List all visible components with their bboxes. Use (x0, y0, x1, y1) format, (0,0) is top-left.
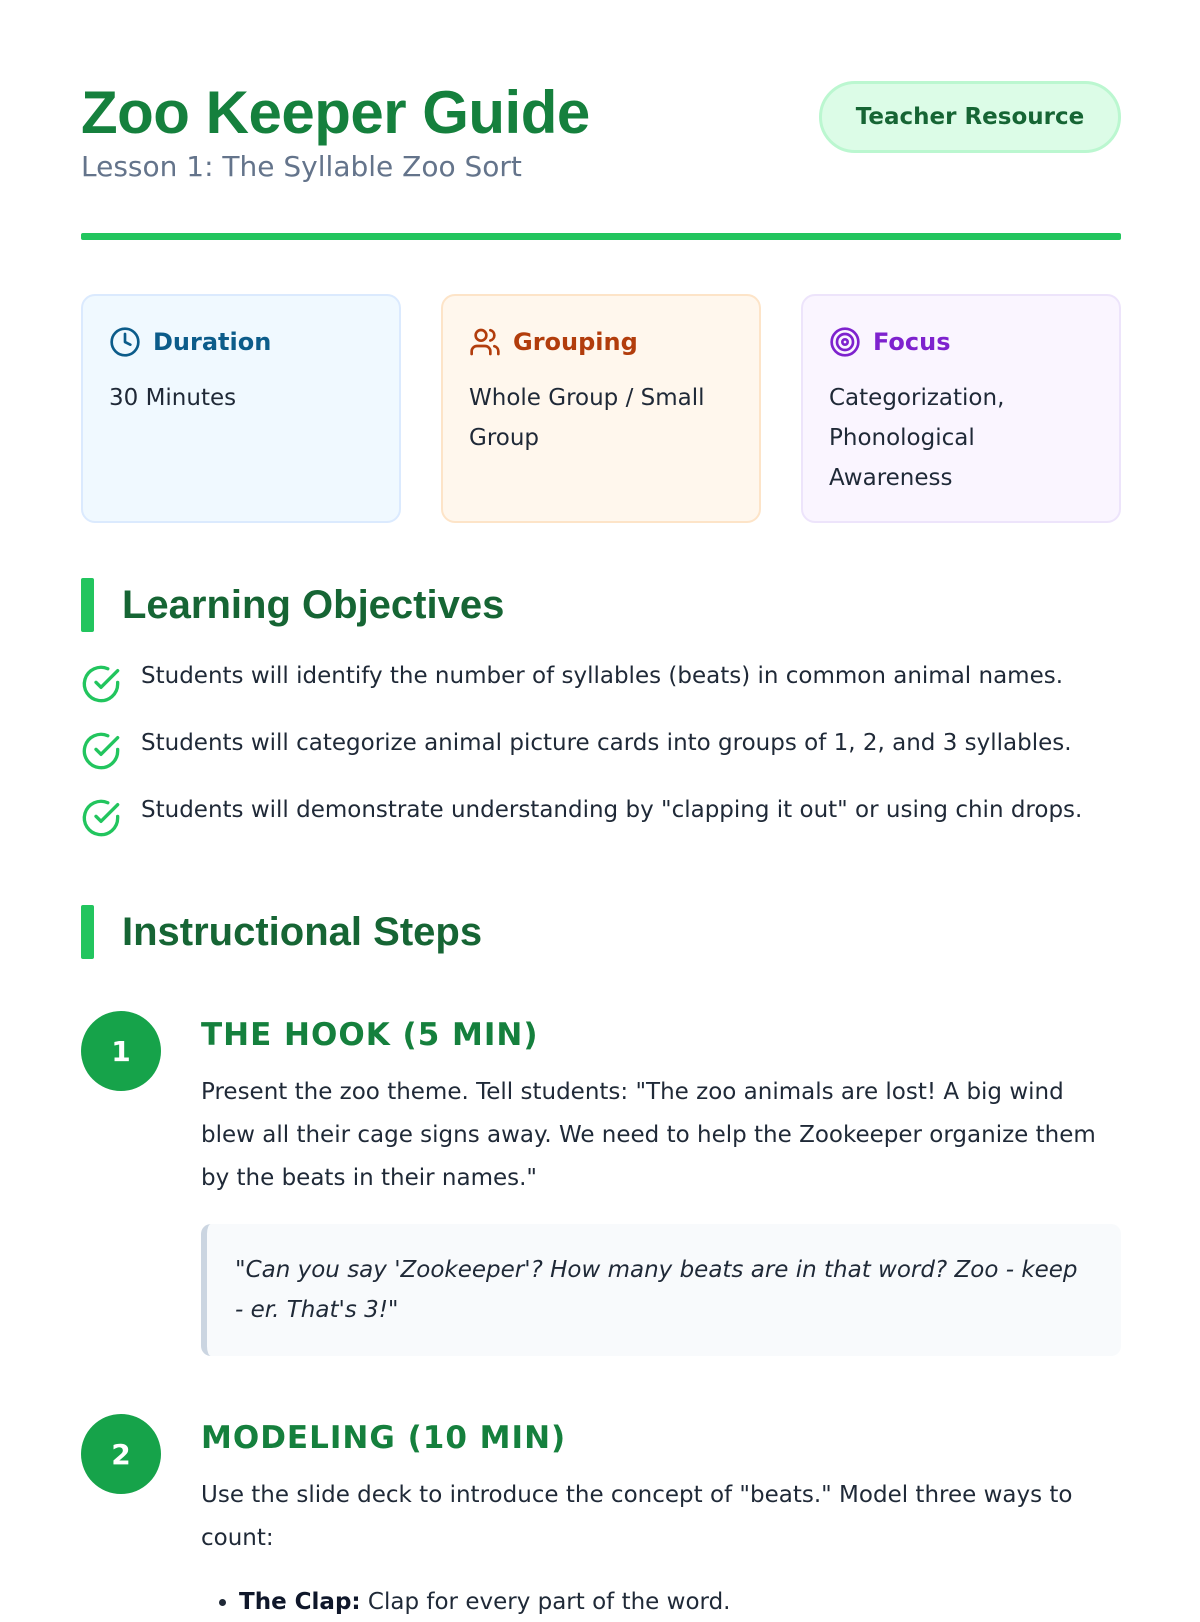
target-icon (829, 326, 861, 358)
duration-value: 30 Minutes (109, 385, 237, 411)
grouping-label: Grouping (513, 328, 638, 356)
check-circle-icon (81, 664, 121, 704)
instructional-steps-heading (81, 905, 482, 959)
objectives-list (81, 656, 1121, 857)
objective-item (81, 723, 1121, 790)
focus-label: Focus (873, 328, 951, 356)
step-number-badge: 2 (81, 1414, 161, 1494)
teacher-quote: "Can you say 'Zookeeper'? How many beats are in that word? Zoo - keep - er. That's 3!" (201, 1224, 1121, 1356)
objective-text: Students will demonstrate understanding by "clapping it out" or using chin drops. (141, 797, 1083, 823)
step-title: MODELING (10 MIN) (201, 1420, 567, 1456)
counting-methods-list (201, 1582, 1121, 1622)
step-number-badge: 1 (81, 1011, 161, 1091)
section-title: Learning Objectives (122, 582, 505, 627)
clock-icon (109, 326, 141, 358)
grouping-value: Whole Group / Small Group (469, 385, 705, 451)
learning-objectives-heading (81, 578, 504, 632)
objective-text: Students will categorize animal picture cards into groups of 1, 2, and 3 syllables. (141, 730, 1072, 756)
section-accent-bar (81, 578, 94, 632)
step-title: THE HOOK (5 MIN) (201, 1017, 539, 1053)
section-accent-bar (81, 905, 94, 959)
objective-item (81, 790, 1121, 857)
header-divider (81, 233, 1121, 240)
objective-item (81, 656, 1121, 723)
method-description: Clap for every part of the word. (360, 1589, 731, 1615)
focus-card (801, 294, 1121, 523)
step-description: Present the zoo theme. Tell students: "The zoo animals are lost! A big wind blew all their cage signs away. We need to help the Zookeeper organize them by the beats in their names." (201, 1079, 1096, 1191)
users-icon (469, 326, 501, 358)
lesson-page (81, 0, 1121, 1615)
page-title: Zoo Keeper Guide (81, 79, 590, 146)
list-item (239, 1582, 1121, 1622)
teacher-resource-badge: Teacher Resource (819, 81, 1121, 153)
objective-text: Students will identify the number of syllables (beats) in common animal names. (141, 663, 1064, 689)
section-title: Instructional Steps (122, 909, 483, 954)
step-description: Use the slide deck to introduce the concept of "beats." Model three ways to count: (201, 1482, 1073, 1551)
lesson-subtitle: Lesson 1: The Syllable Zoo Sort (81, 150, 522, 183)
check-circle-icon (81, 798, 121, 838)
duration-card (81, 294, 401, 523)
duration-label: Duration (153, 328, 272, 356)
check-circle-icon (81, 731, 121, 771)
focus-value: Categorization, Phonological Awareness (829, 385, 1005, 491)
method-name: The Clap: (239, 1589, 361, 1615)
grouping-card (441, 294, 761, 523)
lesson-info-cards (81, 294, 1121, 523)
page-header (81, 0, 1121, 242)
